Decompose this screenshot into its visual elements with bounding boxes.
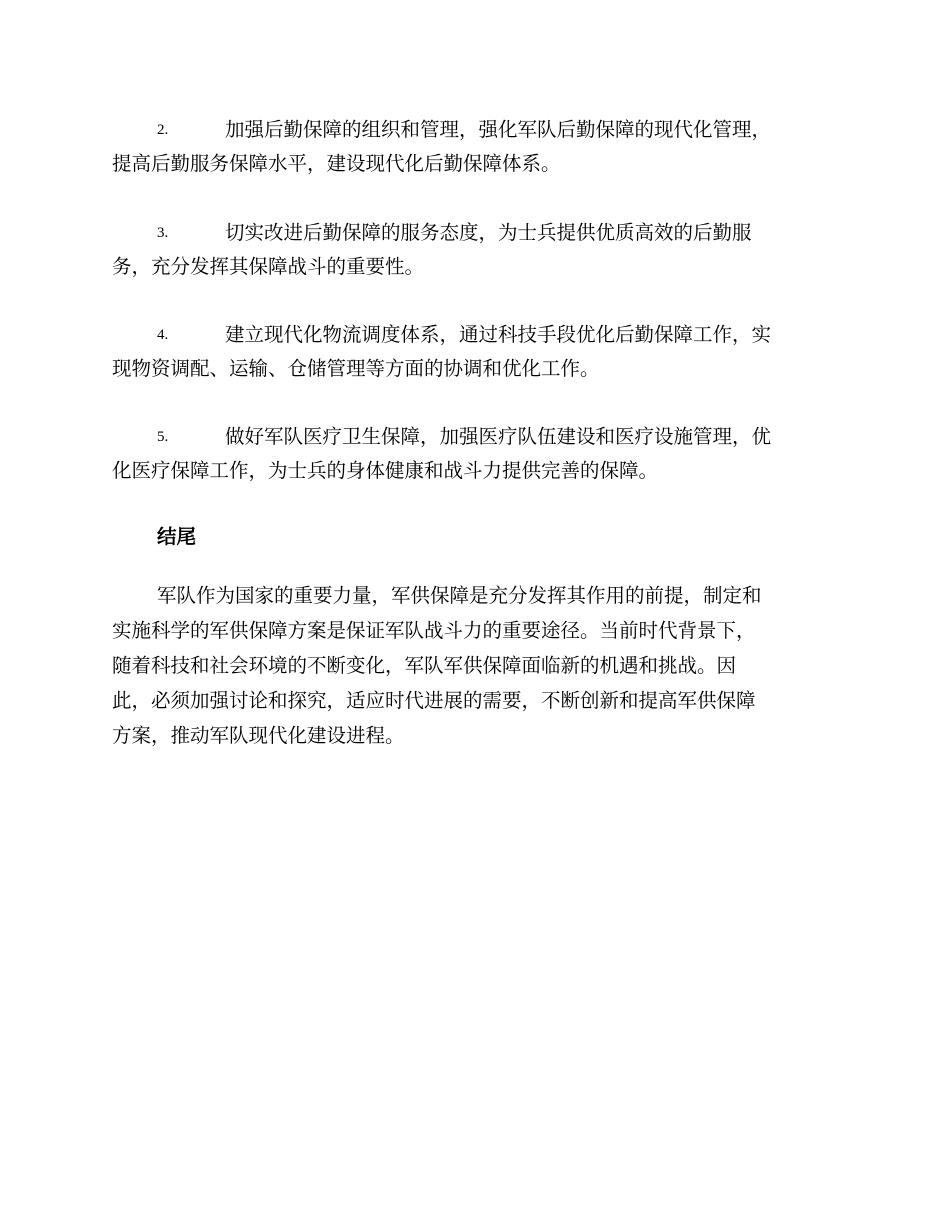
- list-item-text: 做好军队医疗卫生保障，加强医疗队伍建设和医疗设施管理，优: [225, 425, 772, 448]
- list-item-text: 建立现代化物流调度体系，通过科技手段优化后勤保障工作，实: [225, 323, 772, 346]
- paragraph-line: 随着科技和社会环境的不断变化，军队军供保障面临新的机遇和挑战。因: [112, 654, 737, 677]
- list-item-first-line: [112, 420, 836, 454]
- list-item-first-line: [112, 216, 836, 250]
- list-item: [112, 420, 836, 488]
- list-item-text: 化医疗保障工作，为士兵的身体健康和战斗力提供完善的保障。: [112, 459, 659, 482]
- list-item-continuation-line: [112, 147, 836, 181]
- paragraph-line: 军队作为国家的重要力量，军供保障是充分发挥其作用的前提，制定和: [157, 584, 762, 607]
- list-item-continuation-line: [112, 454, 836, 488]
- paragraph-line: 此，必须加强讨论和探究，适应时代进展的需要，不断创新和提高军供保障: [112, 689, 756, 712]
- list-item-text: 现物资调配、运输、仓储管理等方面的协调和优化工作。: [112, 357, 600, 380]
- list-item-number: 3.: [157, 225, 169, 241]
- list-item-text: 切实改进后勤保障的服务态度，为士兵提供优质高效的后勤服: [225, 221, 752, 244]
- list-item: [112, 216, 836, 284]
- list-item-first-line: [112, 318, 836, 352]
- list-item-first-line: [112, 113, 836, 147]
- list-item-continuation-line: [112, 250, 836, 284]
- list-item-number: 2.: [157, 122, 169, 138]
- list-item-text: 加强后勤保障的组织和管理，强化军队后勤保障的现代化管理，: [225, 118, 772, 141]
- paragraph-line: 实施科学的军供保障方案是保证军队战斗力的重要途径。当前时代背景下，: [112, 619, 756, 642]
- list-item-number: 4.: [157, 327, 169, 343]
- list-item-number: 5.: [157, 429, 169, 445]
- section-heading: 结尾: [157, 525, 197, 548]
- paragraph-line: 方案，推动军队现代化建设进程。: [112, 724, 405, 747]
- list-item: [112, 318, 836, 386]
- list-item-text: 务，充分发挥其保障战斗的重要性。: [112, 255, 425, 278]
- list-item-continuation-line: [112, 352, 836, 386]
- list-item: [112, 113, 836, 181]
- conclusion-paragraph: [112, 578, 836, 753]
- list-item-text: 提高后勤服务保障水平，建设现代化后勤保障体系。: [112, 152, 561, 175]
